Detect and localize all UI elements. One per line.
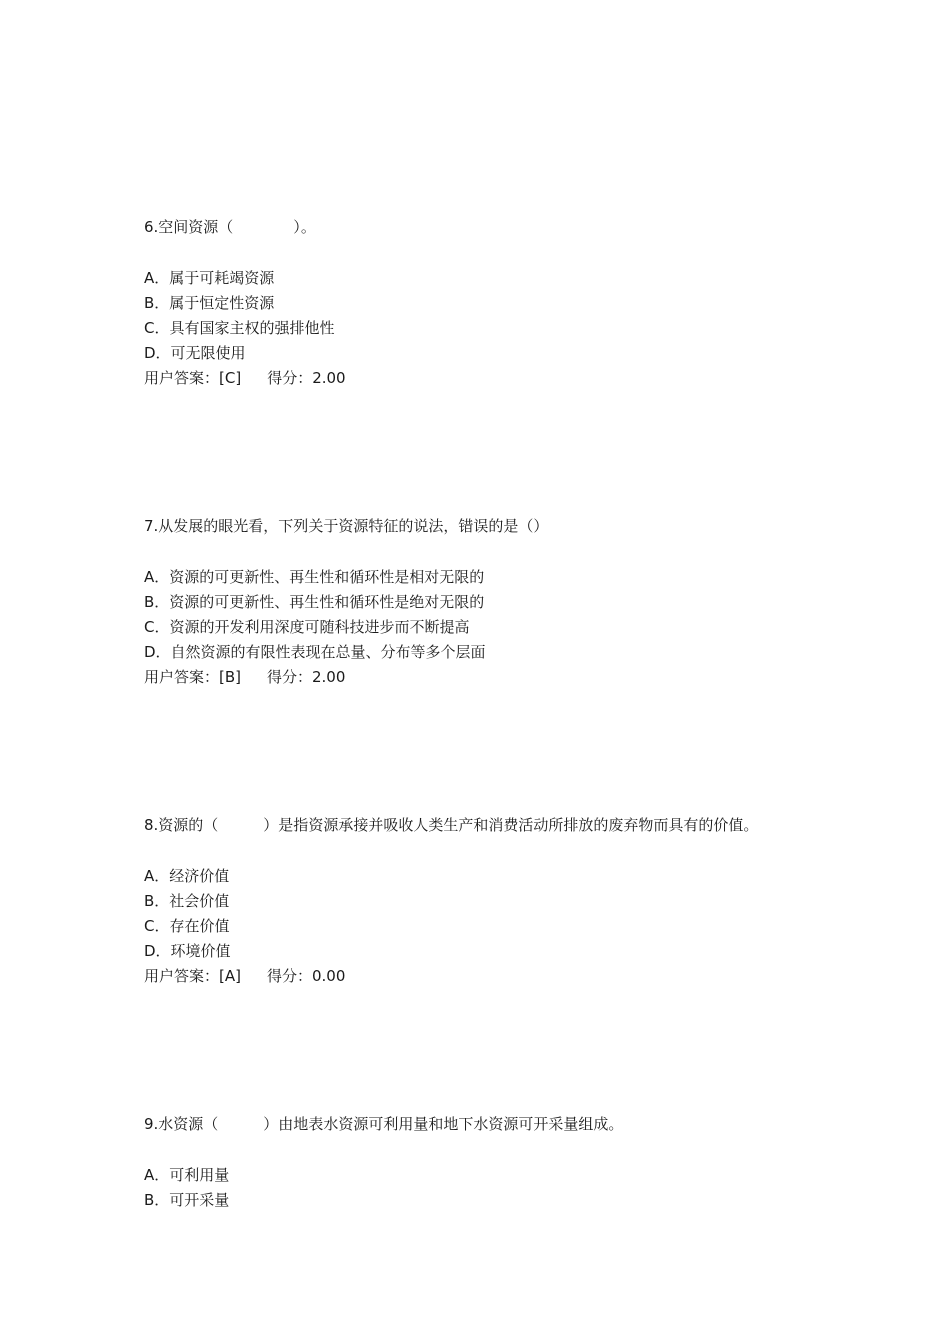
user-answer: 用户答案：[A] bbox=[144, 967, 241, 985]
question-8 bbox=[144, 815, 844, 989]
score: 得分：2.00 bbox=[267, 369, 346, 387]
option-list bbox=[144, 266, 844, 391]
answer-line bbox=[144, 665, 844, 690]
option-a: A．资源的可更新性、再生性和循环性是相对无限的 bbox=[144, 568, 485, 586]
question-title: 9.水资源（ ）由地表水资源可利用量和地下水资源可开采量组成。 bbox=[144, 1115, 624, 1133]
option-b: B．属于恒定性资源 bbox=[144, 294, 275, 312]
question-7 bbox=[144, 516, 844, 690]
option-c: C．资源的开发利用深度可随科技进步而不断提高 bbox=[144, 618, 470, 636]
option-a: A．属于可耗竭资源 bbox=[144, 269, 275, 287]
answer-line bbox=[144, 366, 844, 391]
score: 得分：0.00 bbox=[266, 967, 346, 985]
question-title: 7.从发展的眼光看，下列关于资源特征的说法，错误的是（） bbox=[144, 517, 549, 535]
option-a: A．可利用量 bbox=[144, 1166, 230, 1184]
question-title: 8.资源的（ ）是指资源承接并吸收人类生产和消费活动所排放的废弃物而具有的价值。 bbox=[144, 816, 759, 834]
option-d: D．环境价值 bbox=[144, 942, 231, 960]
option-list bbox=[144, 1163, 844, 1213]
answer-line bbox=[144, 964, 844, 989]
option-list bbox=[144, 565, 844, 690]
option-list bbox=[144, 864, 844, 989]
user-answer: 用户答案：[C] bbox=[144, 369, 242, 387]
option-d: D．自然资源的有限性表现在总量、分布等多个层面 bbox=[144, 643, 486, 661]
option-b: B．可开采量 bbox=[144, 1191, 230, 1209]
option-d: D．可无限使用 bbox=[144, 344, 246, 362]
question-9 bbox=[144, 1114, 844, 1213]
question-6 bbox=[144, 217, 844, 391]
option-b: B．资源的可更新性、再生性和循环性是绝对无限的 bbox=[144, 593, 485, 611]
option-c: C．具有国家主权的强排他性 bbox=[144, 319, 335, 337]
question-title: 6.空间资源（ ）。 bbox=[144, 218, 316, 236]
score: 得分：2.00 bbox=[267, 668, 346, 686]
option-b: B．社会价值 bbox=[144, 892, 230, 910]
user-answer: 用户答案：[B] bbox=[144, 668, 241, 686]
option-a: A．经济价值 bbox=[144, 867, 230, 885]
option-c: C．存在价值 bbox=[144, 917, 230, 935]
